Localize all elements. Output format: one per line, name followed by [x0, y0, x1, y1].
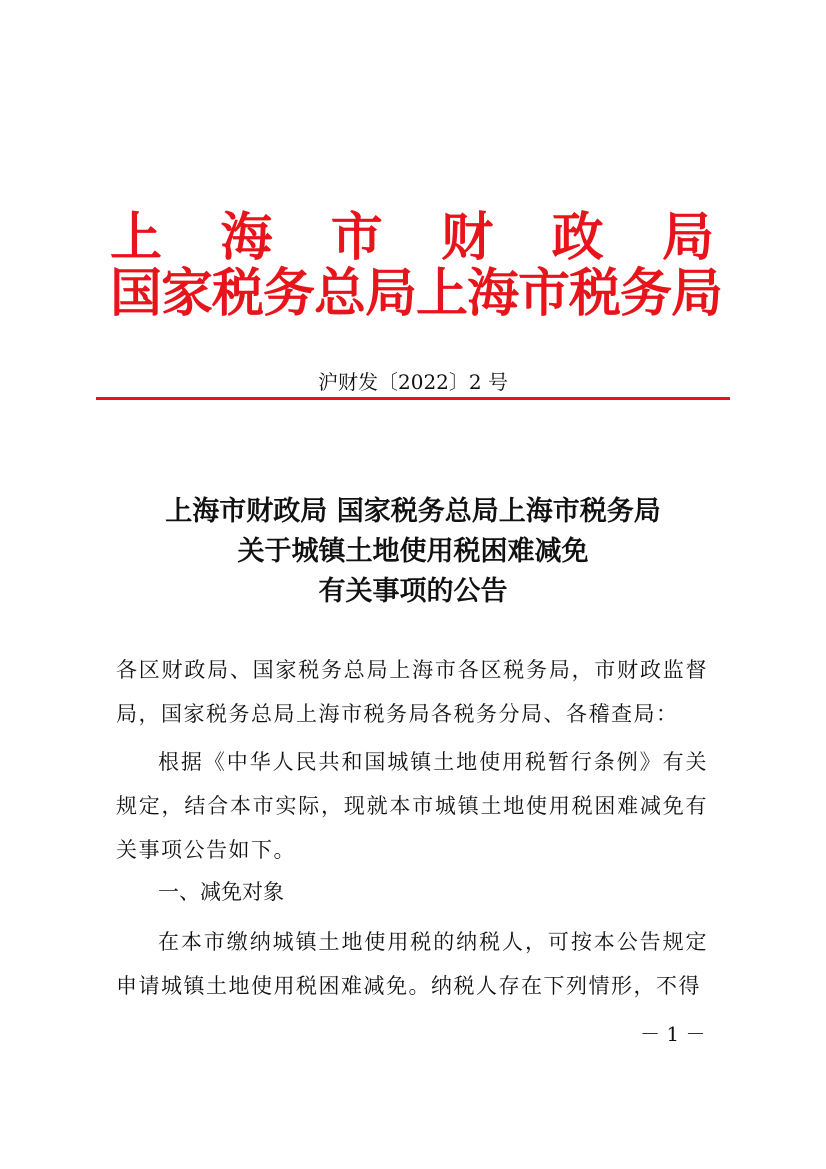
title-line-3: 有关事项的公告 [318, 576, 508, 607]
masthead-char: 政 [551, 208, 604, 268]
section-heading-1: 一、减免对象 [158, 880, 284, 904]
document-number: 沪财发〔2022〕2 号 [318, 370, 508, 394]
masthead-char: 局 [661, 208, 714, 268]
red-divider [96, 397, 730, 400]
masthead-char: 海 [220, 208, 273, 268]
title-line-2: 关于城镇土地使用税困难减免 [237, 536, 589, 567]
document-title [0, 492, 826, 612]
body-paragraph-1: 根据《中华人民共和国城镇土地使用税暂行条例》有关规定，结合本市实际，现就本市城镇土地使用税困难减免有关事项公告如下。 [116, 750, 708, 862]
title-line-1: 上海市财政局 国家税务总局上海市税务局 [165, 496, 661, 527]
masthead-char: 市 [330, 208, 383, 268]
masthead-line-2: 国家税务总局上海市税务局 [110, 264, 723, 324]
masthead-char: 财 [441, 208, 494, 268]
page-number: － 1 － [640, 1022, 706, 1046]
body-paragraph-2: 在本市缴纳城镇土地使用税的纳税人，可按本公告规定申请城镇土地使用税困难减免。纳税人存在下列情形，不得 [116, 930, 708, 998]
masthead-line-1 [110, 210, 714, 266]
masthead-char: 上 [110, 208, 163, 268]
addressee-paragraph: 各区财政局、国家税务总局上海市各区税务局，市财政监督局，国家税务总局上海市税务局各税务分局、各稽查局： [116, 658, 708, 726]
